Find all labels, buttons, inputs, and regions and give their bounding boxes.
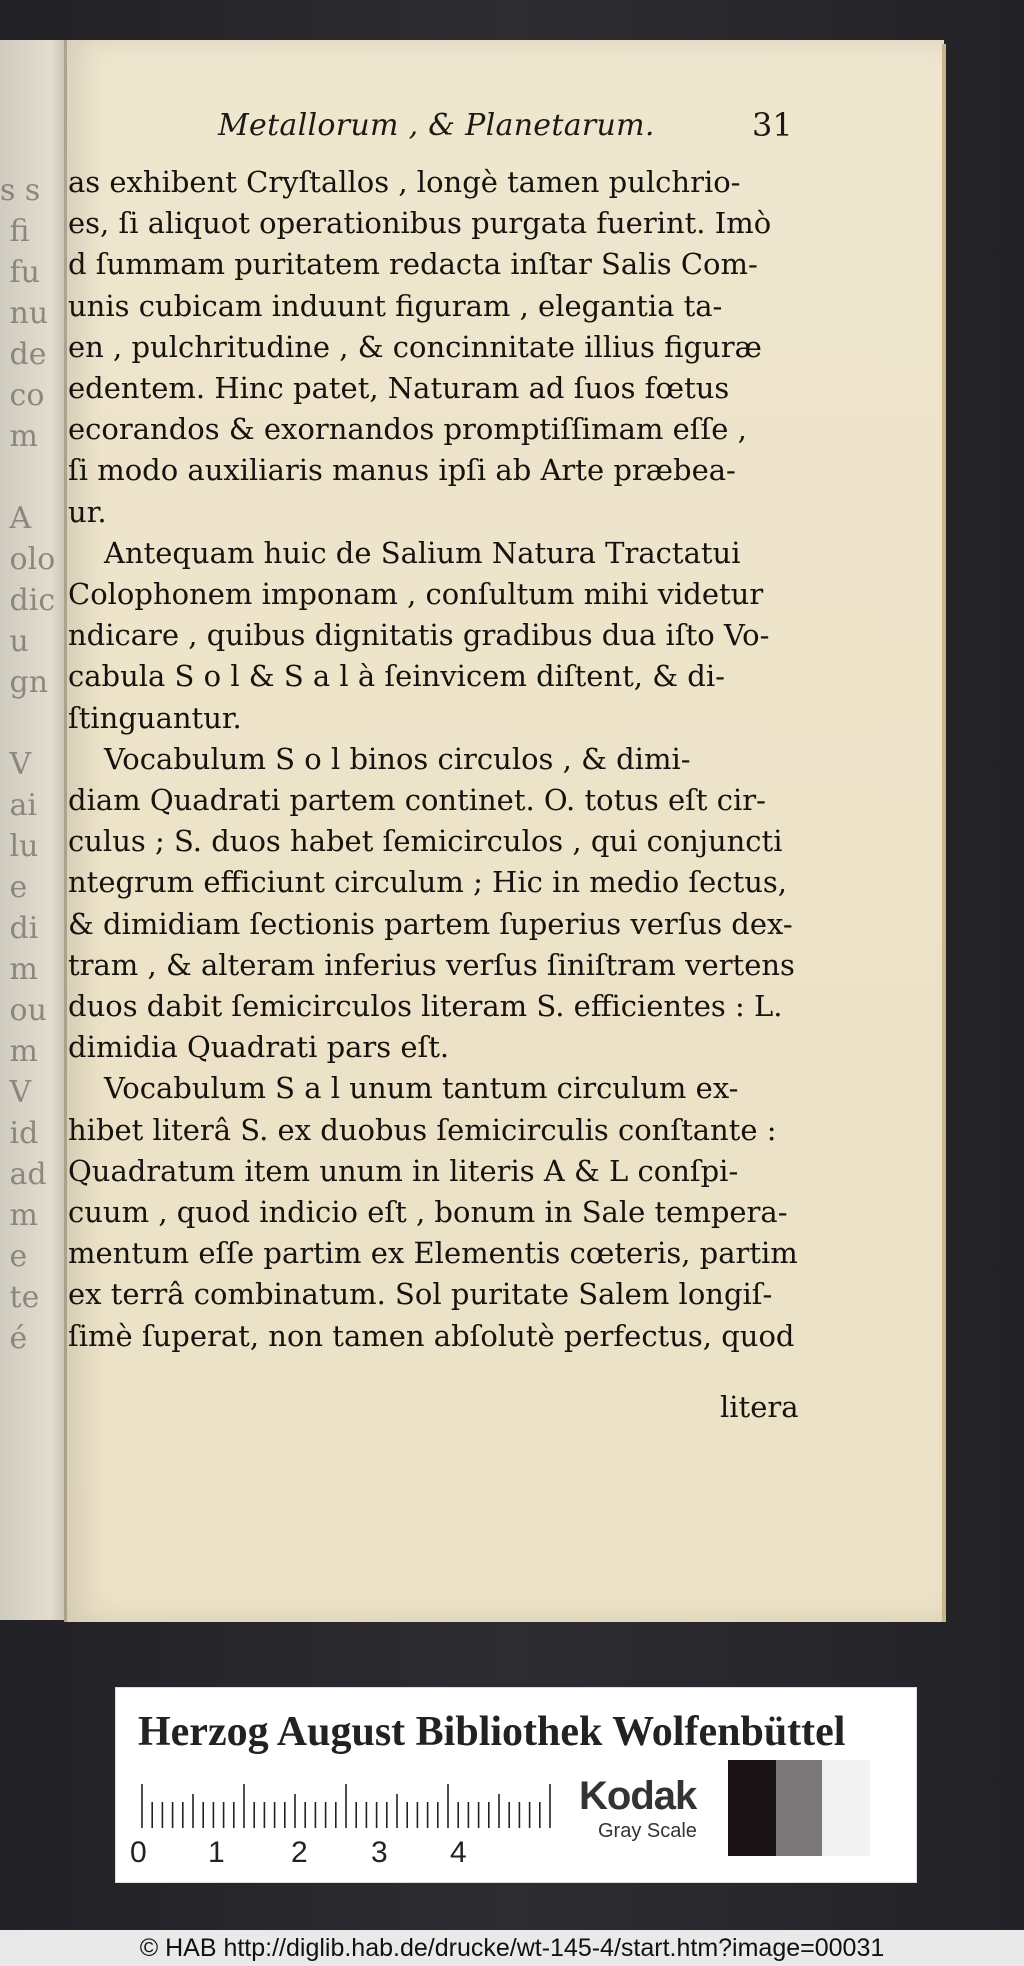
- kodak-gray-scale: Gray Scale: [598, 1820, 697, 1842]
- text-line: as exhibent Cryſtallos , longè tamen pulchrio-: [68, 165, 741, 199]
- text-line: & dimidiam ſectionis partem ſuperius verſus dex-: [68, 906, 793, 941]
- text-line: ur.: [68, 494, 107, 529]
- page-edge: [942, 44, 946, 1622]
- text-line: tram , & alteram inferius verſus ſiniſtram vertens: [68, 947, 795, 982]
- ruler-number: 4: [450, 1836, 467, 1869]
- library-label-card: [115, 1687, 917, 1883]
- catchword: litera: [720, 1390, 799, 1424]
- text-line: Vocabulum S o l binos circulos , & dimi-: [104, 741, 691, 776]
- gray-swatch-black: [728, 1760, 776, 1856]
- text-line: ſi modo auxiliaris manus ipſi ab Arte præbea-: [68, 453, 736, 488]
- text-line: Antequam huic de Salium Natura Tractatui: [104, 535, 741, 570]
- text-line: unis cubicam induunt figuram , elegantia ta-: [68, 288, 723, 323]
- text-line: Vocabulum S a l unum tantum circulum ex-: [104, 1071, 739, 1106]
- kodak-logo: Kodak: [579, 1774, 697, 1818]
- text-line: ex terrâ combinatum. Sol puritate Salem longiſ-: [68, 1277, 773, 1312]
- text-line: Colophonem imponam , conſultum mihi videtur: [68, 577, 764, 612]
- text-line: ſtinguantur.: [68, 700, 242, 735]
- text-line: ecorandos & exornandos promptiſſimam eſſe ,: [68, 412, 747, 447]
- ruler-number: 0: [130, 1836, 147, 1869]
- text-line: edentem. Hinc patet, Naturam ad ſuos fœtus: [68, 371, 730, 406]
- text-line: culus ; S. duos habet ſemicirculos , qui conjuncti: [68, 824, 783, 859]
- text-line: en , pulchritudine , & concinnitate illius figuræ: [68, 329, 762, 364]
- text-line: mentum eſſe partim ex Elementis cœteris, partim: [68, 1236, 798, 1271]
- page-number: 31: [752, 106, 793, 144]
- text-line: ſimè ſuperat, non tamen abſolutè perfectus, quod: [68, 1318, 795, 1353]
- copyright-footer: © HAB http://diglib.hab.de/drucke/wt-145-4/start.htm?image=00031: [0, 1930, 1024, 1966]
- text-line: ndicare , quibus dignitatis gradibus dua iſto Vo-: [68, 618, 770, 653]
- text-line: d ſummam puritatem redacta inſtar Salis Com-: [68, 247, 758, 282]
- gray-swatch-white: [822, 1760, 870, 1856]
- scale-ruler: [138, 1782, 578, 1828]
- text-line: hibet literâ S. ex duobus ſemicirculis conſtante :: [68, 1112, 777, 1147]
- text-line: cuum , quod indicio eſt , bonum in Sale tempera-: [68, 1195, 788, 1230]
- text-line: duos dabit ſemicirculos literam S. efficientes : L.: [68, 989, 783, 1024]
- text-line: es, ſi aliquot operationibus purgata fuerint. Imò: [68, 206, 772, 241]
- previous-page-edge: s s fi fu nu de co m A olo dic u gn V ai lu e di m ou m V id ad m e te é: [0, 40, 72, 1620]
- text-line: ntegrum efficiunt circulum ; Hic in medio ſectus,: [68, 865, 787, 900]
- text-line: Quadratum item unum in literis A & L conſpi-: [68, 1153, 739, 1188]
- text-line: diam Quadrati partem continet. O. totus eſt cir-: [68, 783, 766, 818]
- library-name: Herzog August Bibliothek Wolfenbüttel: [138, 1709, 846, 1755]
- running-head: Metallorum , & Planetarum.: [218, 108, 655, 143]
- page-gutter: [64, 40, 67, 1622]
- text-line: dimidia Quadrati pars eſt.: [68, 1030, 450, 1065]
- text-line: cabula S o l & S a l à ſeinvicem diſtent, & di-: [68, 659, 725, 694]
- gray-swatch-mid: [776, 1760, 822, 1856]
- body-text: [68, 162, 803, 1357]
- ruler-number: 1: [208, 1836, 225, 1869]
- ruler-number: 2: [291, 1836, 308, 1869]
- ruler-number: 3: [371, 1836, 388, 1869]
